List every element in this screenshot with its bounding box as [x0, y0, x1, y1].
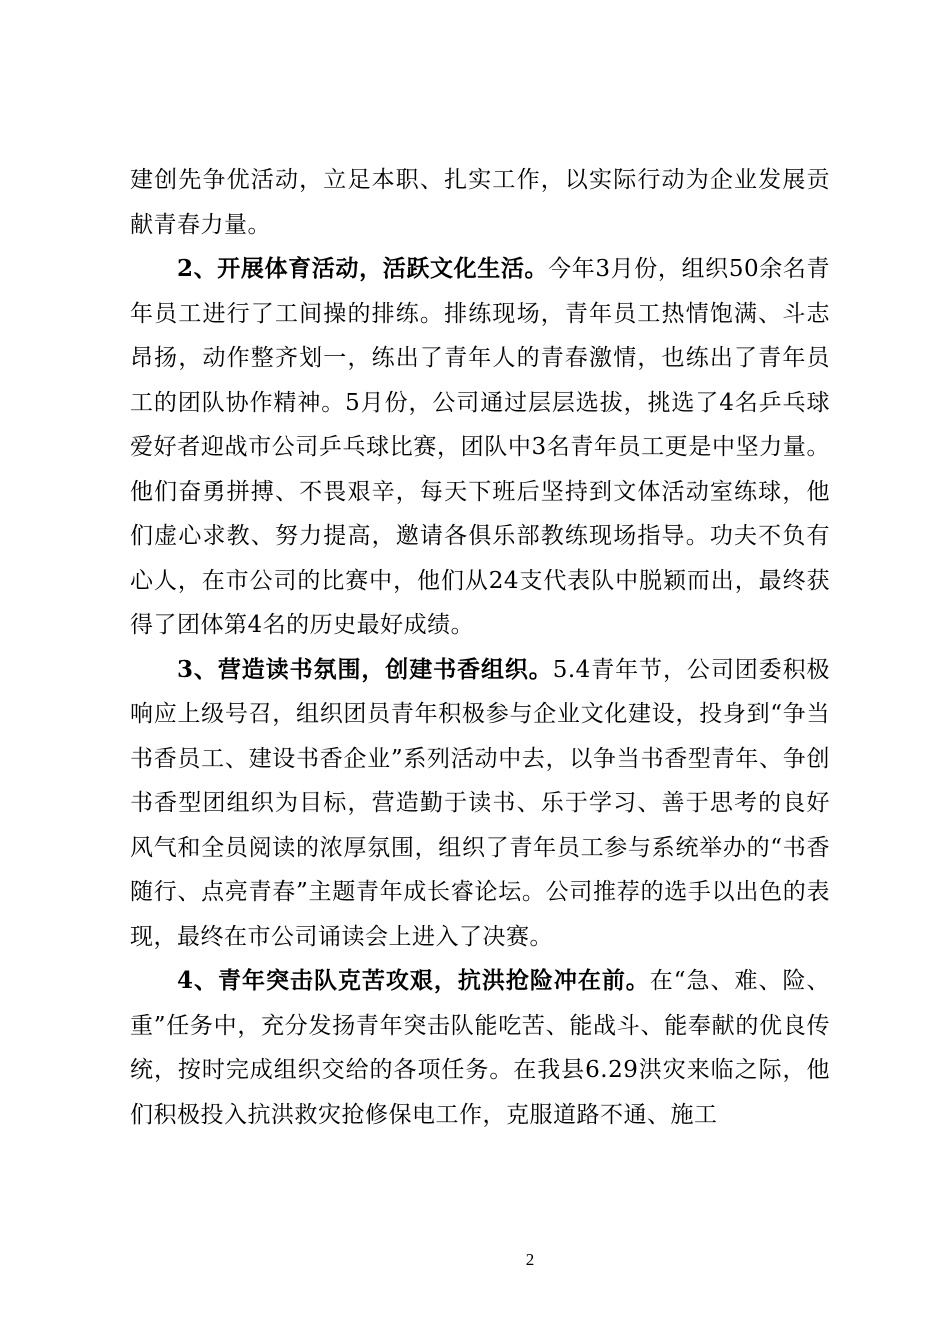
paragraph-text: 在“急、难、险、重”任务中，充分发扬青年突击队能吃苦、能战斗、能奉献的优良传统，按时完成组织交给的各项任务。在我县6.29洪灾来临之际，他们积极投入抗洪救灾抢修保电工作，克服道路不通、施工 — [130, 968, 830, 1128]
paragraph-continuation — [130, 158, 830, 247]
paragraph-sports-activities — [130, 247, 830, 648]
page-number: 2 — [525, 1250, 535, 1269]
paragraph-heading: 3、营造读书氛围，创建书香组织。 — [177, 655, 553, 683]
document-body — [130, 158, 830, 1137]
paragraph-youth-commando — [130, 959, 830, 1137]
paragraph-heading: 4、青年突击队克苦攻艰，抗洪抢险冲在前。 — [177, 967, 650, 994]
paragraph-text: 建创先争优活动，立足本职、扎实工作，以实际行动为企业发展贡献青春力量。 — [130, 167, 830, 238]
paragraph-text: 今年3月份，组织50余名青年员工进行了工间操的排练。排练现场，青年员工热情饱满、斗志昂扬，动作整齐划一，练出了青年人的青春激情，也练出了青年员工的团队协作精神。5月份，公司通过层层选拔，挑选了4名乒乓球爱好者迎战市公司乒乓球比赛，团队中3名青年员工更是中坚力量。他们奋勇拼搏、不畏艰辛，每天下班后坚持到文体活动室练球，他们虚心求教、努力提高，邀请各俱乐部教练现场指导。功夫不负有心人，在市公司的比赛中，他们从24支代表队中脱颖而出，最终获得了团体第4名的历史最好成绩。 — [130, 256, 830, 638]
paragraph-text: 5.4青年节，公司团委积极响应上级号召，组织团员青年积极参与企业文化建设，投身到“争当书香员工、建设书香企业”系列活动中去，以争当书香型青年、争创书香型团组织为目标，营造勤于读书、乐于学习、善于思考的良好风气和全员阅读的浓厚氛围，组织了青年员工参与系统举办的“书香随行、点亮青春”主题青年成长睿论坛。公司推荐的选手以出色的表现，最终在市公司诵读会上进入了决赛。 — [130, 656, 830, 950]
paragraph-reading-atmosphere — [130, 648, 830, 960]
paragraph-heading: 2、开展体育活动，活跃文化生活。 — [177, 255, 549, 282]
